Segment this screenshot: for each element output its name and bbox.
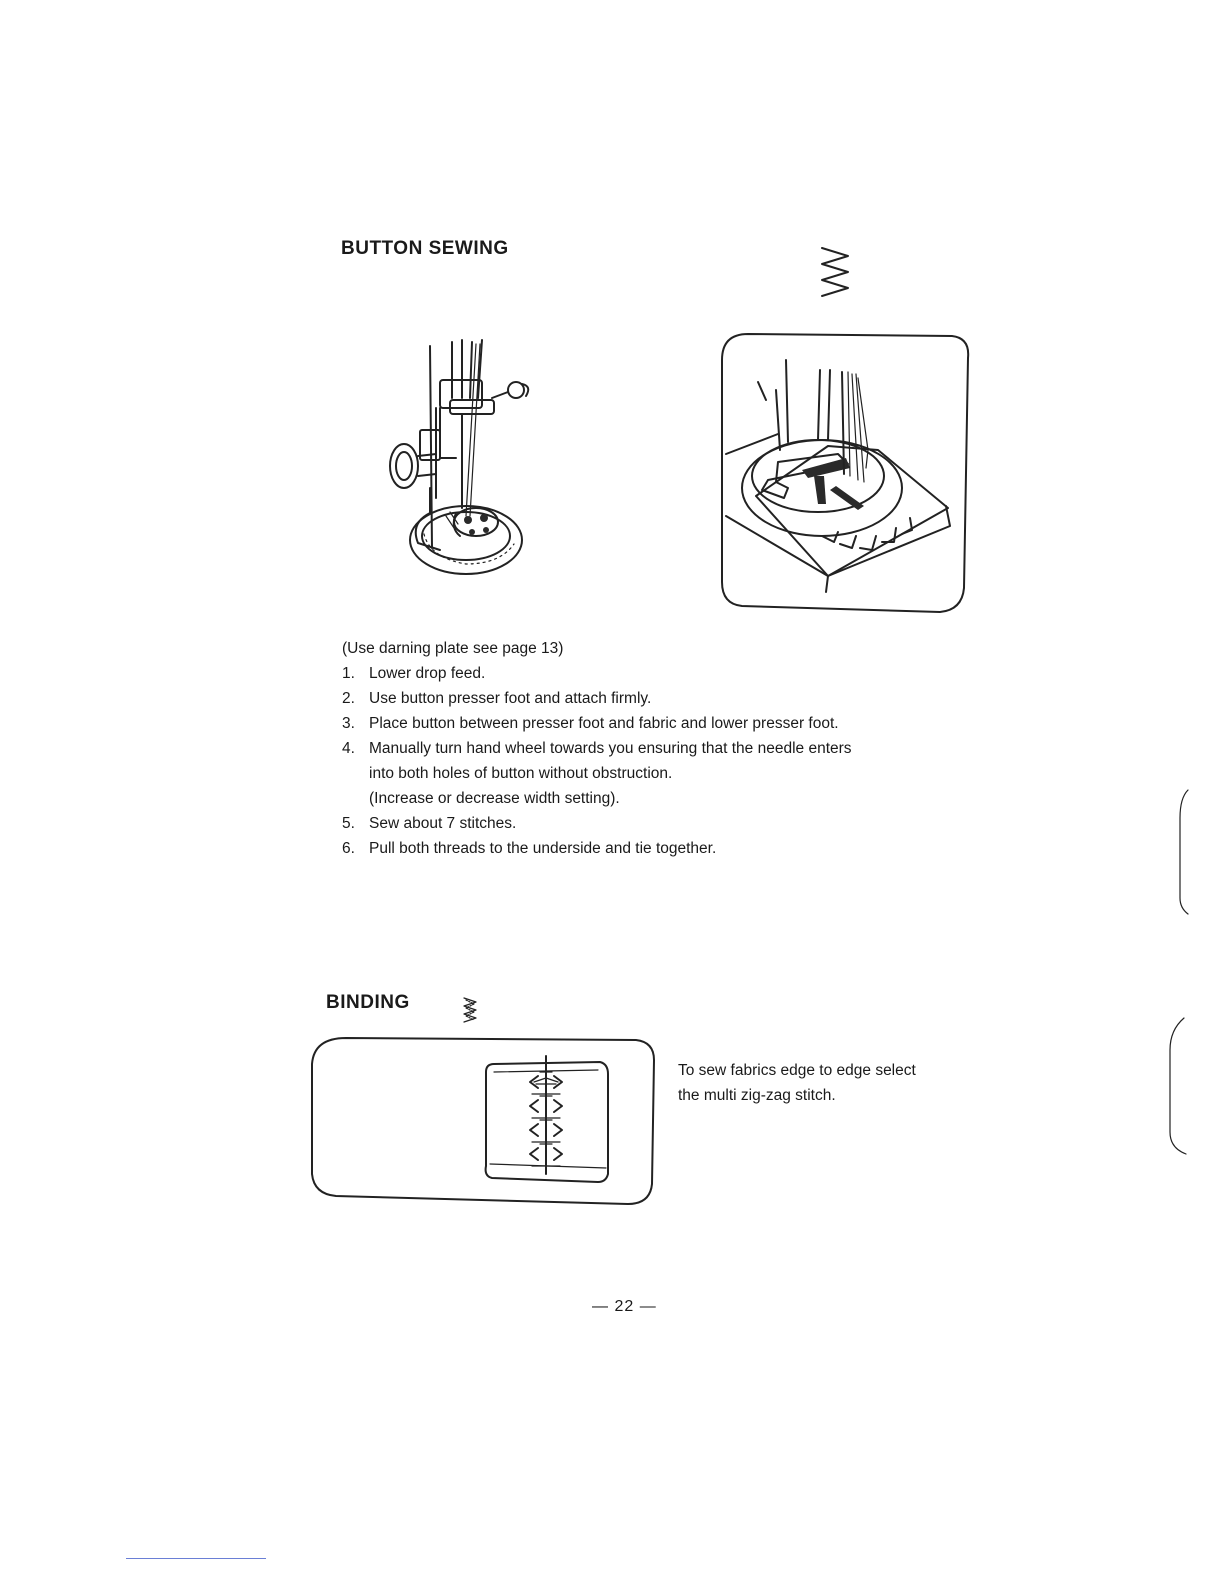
instruction-step: 5. Sew about 7 stitches. bbox=[342, 815, 517, 832]
instruction-continuation: into both holes of button without obstruction. bbox=[369, 765, 673, 782]
binder-hole-mark bbox=[1176, 788, 1192, 916]
page-number: — 22 — bbox=[592, 1298, 657, 1315]
darning-plate-illustration bbox=[718, 330, 972, 614]
instruction-step: 2. Use button presser foot and attach firmly. bbox=[342, 690, 652, 707]
binder-hole-mark bbox=[1166, 1016, 1190, 1156]
button-presser-foot-illustration bbox=[380, 338, 550, 588]
binding-text-line: To sew fabrics edge to edge select bbox=[678, 1062, 916, 1079]
instruction-step: 4. Manually turn hand wheel towards you ensuring that the needle enters bbox=[342, 740, 852, 757]
section-title-button-sewing: BUTTON SEWING bbox=[341, 238, 509, 259]
binding-text-line: the multi zig-zag stitch. bbox=[678, 1087, 836, 1104]
binding-description bbox=[678, 1058, 968, 1108]
scan-edge-line bbox=[126, 1558, 266, 1559]
multi-zigzag-stitch-icon bbox=[460, 996, 480, 1026]
instruction-step: 6. Pull both threads to the underside and tie together. bbox=[342, 840, 717, 857]
section-title-binding: BINDING bbox=[326, 992, 410, 1013]
binding-illustration bbox=[310, 1034, 658, 1206]
instruction-step: 3. Place button between presser foot and fabric and lower presser foot. bbox=[342, 715, 839, 732]
instruction-step: 1. Lower drop feed. bbox=[342, 665, 486, 682]
zigzag-stitch-icon bbox=[818, 246, 852, 298]
button-sewing-instructions bbox=[342, 636, 962, 861]
instruction-intro: (Use darning plate see page 13) bbox=[342, 640, 564, 657]
instruction-continuation: (Increase or decrease width setting). bbox=[369, 790, 620, 807]
